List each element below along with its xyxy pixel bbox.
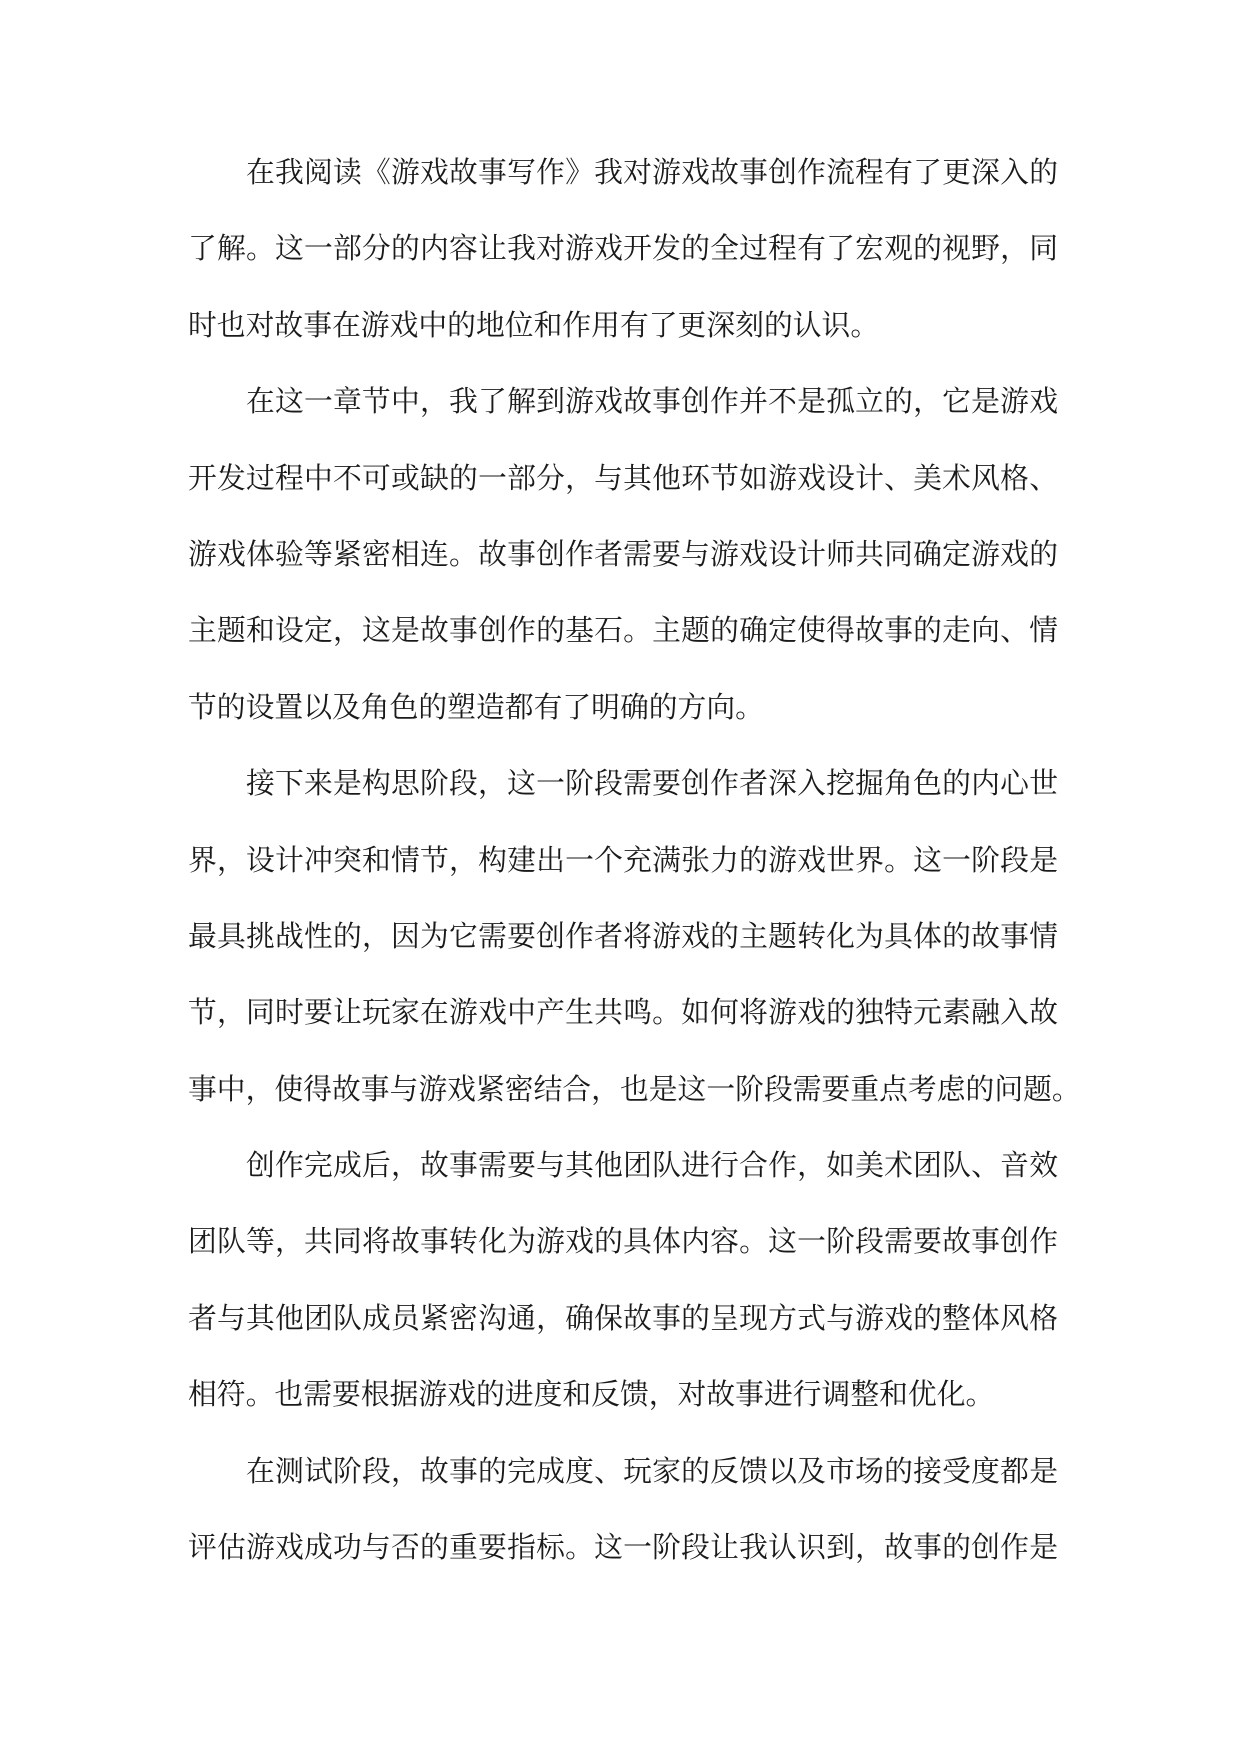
paragraph-5 xyxy=(188,1443,1058,1596)
body-text xyxy=(188,144,1081,1595)
text-line: 界，设计冲突和情节，构建出一个充满张力的游戏世界。这一阶段是 xyxy=(188,842,1058,877)
text-line: 事中，使得故事与游戏紧密结合，也是这一阶段需要重点考虑的问题。 xyxy=(188,1071,1081,1106)
text-line: 创作完成后，故事需要与其他团队进行合作，如美术团队、音效 xyxy=(246,1148,1058,1183)
text-line: 在这一章节中，我了解到游戏故事创作并不是孤立的，它是游戏 xyxy=(246,384,1058,419)
text-line: 游戏体验等紧密相连。故事创作者需要与游戏设计师共同确定游戏的 xyxy=(188,536,1058,571)
paragraph-2 xyxy=(188,373,1058,755)
text-line: 在测试阶段，故事的完成度、玩家的反馈以及市场的接受度都是 xyxy=(246,1453,1058,1488)
paragraph-1 xyxy=(188,144,1058,373)
text-line: 相符。也需要根据游戏的进度和反馈，对故事进行调整和优化。 xyxy=(188,1377,995,1412)
paragraph-3 xyxy=(188,755,1081,1137)
text-line: 了解。这一部分的内容让我对游戏开发的全过程有了宏观的视野，同 xyxy=(188,231,1058,266)
text-line: 最具挑战性的，因为它需要创作者将游戏的主题转化为具体的故事情 xyxy=(188,918,1058,953)
text-line: 节的设置以及角色的塑造都有了明确的方向。 xyxy=(188,689,764,724)
text-line: 时也对故事在游戏中的地位和作用有了更深刻的认识。 xyxy=(188,307,880,342)
paragraph-4 xyxy=(188,1137,1058,1443)
text-line: 团队等，共同将故事转化为游戏的具体内容。这一阶段需要故事创作 xyxy=(188,1224,1058,1259)
text-line: 节，同时要让玩家在游戏中产生共鸣。如何将游戏的独特元素融入故 xyxy=(188,995,1058,1030)
text-line: 主题和设定，这是故事创作的基石。主题的确定使得故事的走向、情 xyxy=(188,613,1058,648)
text-line: 开发过程中不可或缺的一部分，与其他环节如游戏设计、美术风格、 xyxy=(188,460,1058,495)
text-line: 接下来是构思阶段，这一阶段需要创作者深入挖掘角色的内心世 xyxy=(246,766,1058,801)
text-line: 在我阅读《游戏故事写作》我对游戏故事创作流程有了更深入的 xyxy=(246,155,1058,189)
text-line: 评估游戏成功与否的重要指标。这一阶段让我认识到，故事的创作是 xyxy=(188,1530,1058,1565)
text-line: 者与其他团队成员紧密沟通，确保故事的呈现方式与游戏的整体风格 xyxy=(188,1300,1058,1335)
